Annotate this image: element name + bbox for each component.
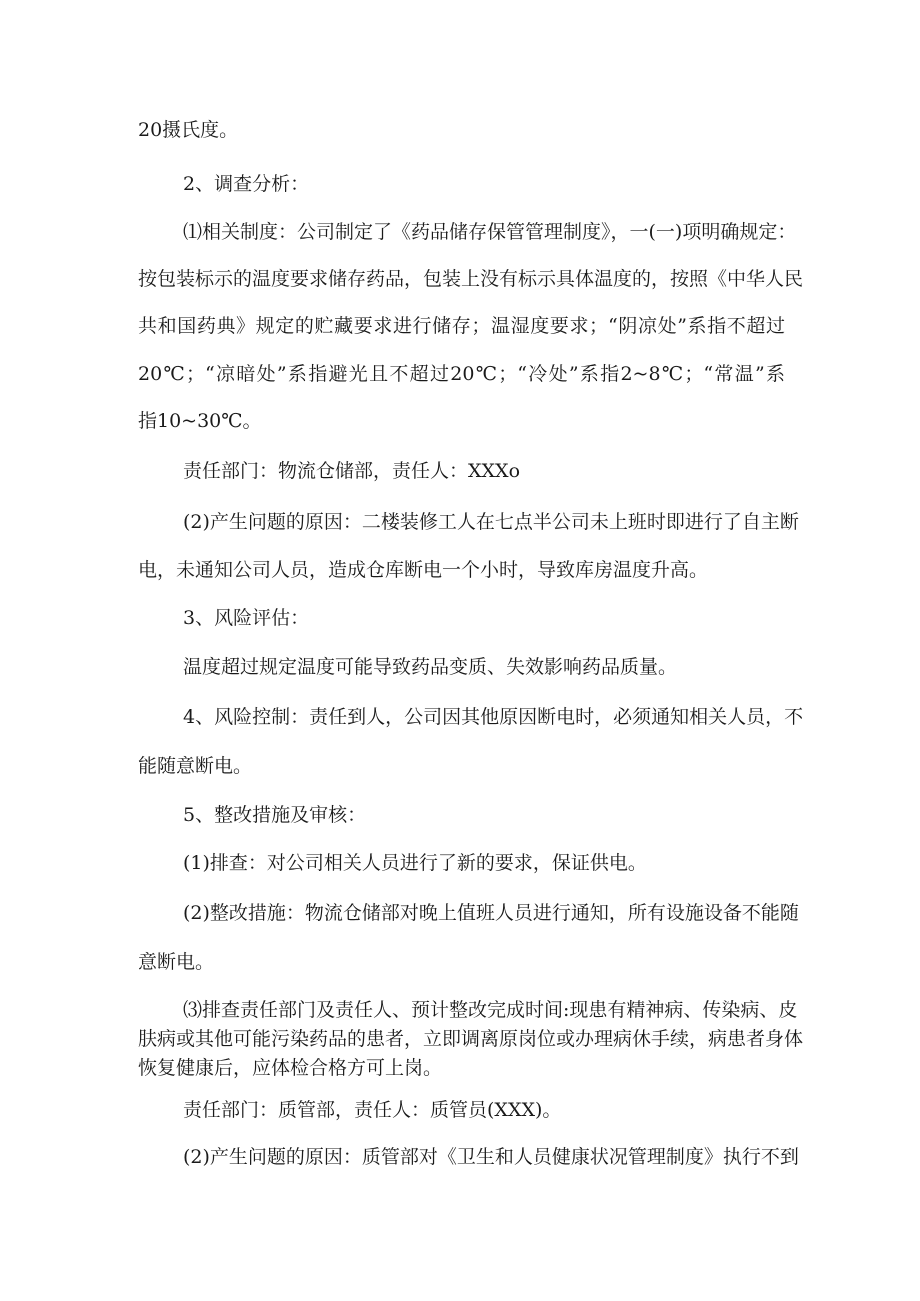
paragraph-line: 肤病或其他可能污染药品的患者，立即调离原岗位或办理病休手续，病患者身体 xyxy=(138,1028,804,1050)
paragraph-line: 共和国药典》规定的贮藏要求进行储存；温湿度要求；“阴凉处”系指不超过 xyxy=(138,315,785,337)
paragraph-line: 按包装标示的温度要求储存药品，包装上没有标示具体温度的，按照《中华人民 xyxy=(138,268,804,290)
paragraph-line: ⑶排查责任部门及责任人、预计整改完成时间:现患有精神病、传染病、皮 xyxy=(183,999,798,1021)
paragraph-line: 能随意断电。 xyxy=(138,755,253,777)
section-heading: 3、风险评估： xyxy=(183,607,310,629)
paragraph-line: 20摄氏度。 xyxy=(138,119,239,141)
paragraph-line: 温度超过规定温度可能导致药品变质、失效影响药品质量。 xyxy=(183,656,678,678)
paragraph-line: ⑴相关制度：公司制定了《药品储存保管管理制度》，一(一)项明确规定： xyxy=(183,221,797,243)
paragraph-line: (2)产生问题的原因：二楼装修工人在七点半公司未上班时即进行了自主断 xyxy=(183,511,799,533)
paragraph-line: 电，未通知公司人员，造成仓库断电一个小时，导致库房温度升高。 xyxy=(138,559,709,581)
paragraph-line: 20℃；“凉暗处”系指避光且不超过20℃；“冷处”系指2~8℃；“常温”系 xyxy=(138,363,785,385)
paragraph-line: (2)产生问题的原因：质管部对《卫生和人员健康状况管理制度》执行不到 xyxy=(183,1146,799,1168)
paragraph-line: 意断电。 xyxy=(138,951,215,973)
paragraph-line: 4、风险控制：责任到人，公司因其他原因断电时，必须通知相关人员，不 xyxy=(183,706,804,728)
paragraph-line: (1)排查：对公司相关人员进行了新的要求，保证供电。 xyxy=(183,852,647,874)
paragraph-line: (2)整改措施：物流仓储部对晚上值班人员进行通知，所有设施设备不能随 xyxy=(183,902,799,924)
section-heading: 2、调查分析： xyxy=(183,173,310,195)
section-heading: 5、整改措施及审核： xyxy=(183,804,367,826)
paragraph-line: 指10~30℃。 xyxy=(138,410,262,432)
paragraph-line: 责任部门：质管部，责任人：质管员(XXX)。 xyxy=(183,1099,562,1121)
paragraph-line: 恢复健康后，应体检合格方可上岗。 xyxy=(138,1057,443,1079)
paragraph-line: 责任部门：物流仓储部，责任人：XXXo xyxy=(183,460,521,482)
